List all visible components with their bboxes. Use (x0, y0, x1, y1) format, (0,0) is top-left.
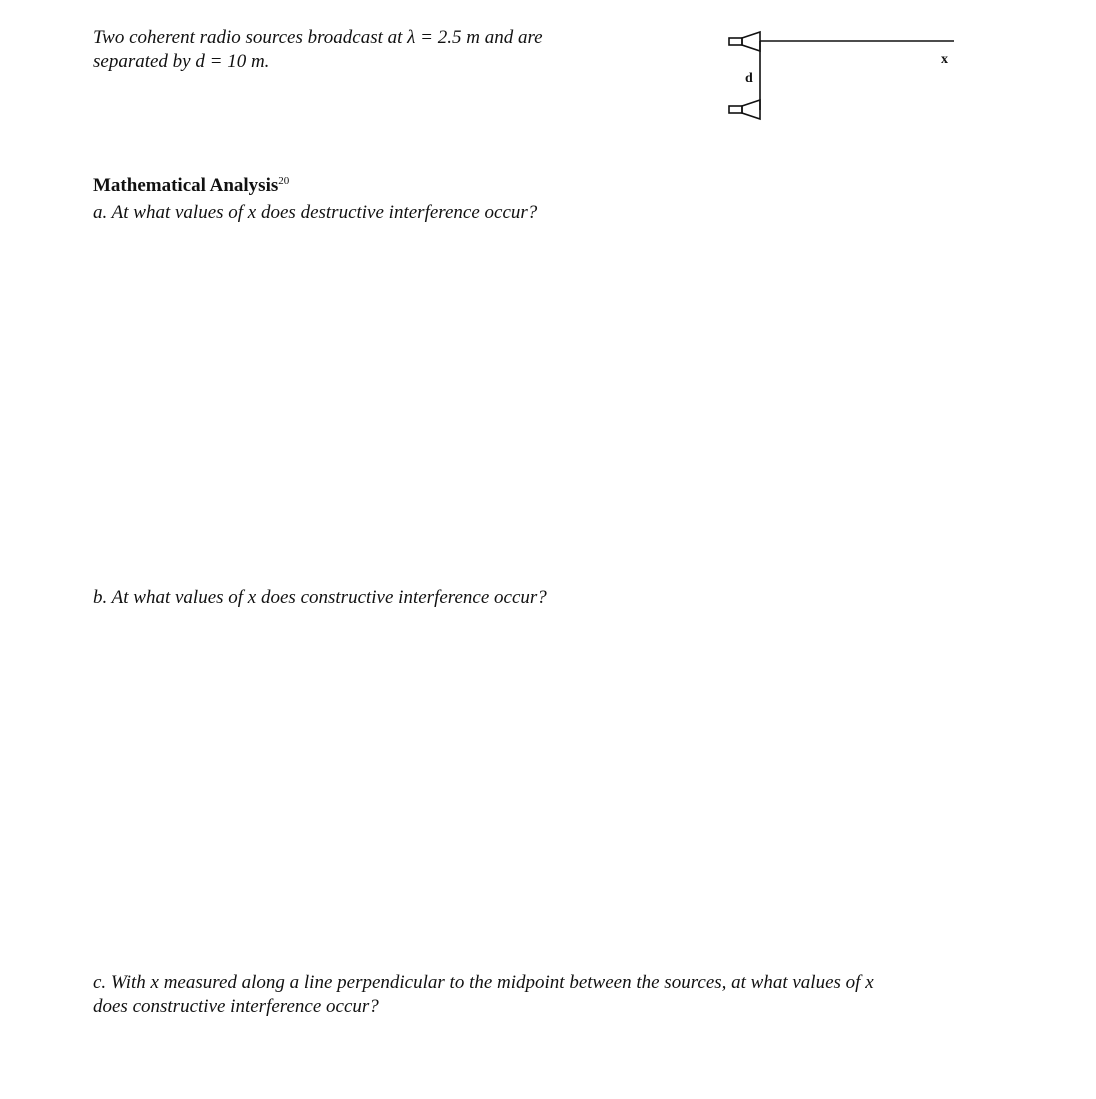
question-c-line-2: does constructive interference occur? (93, 996, 379, 1017)
section-title-text: Mathematical Analysis (93, 175, 279, 196)
section-title (93, 174, 289, 198)
question-c (93, 971, 993, 1019)
question-a (93, 201, 537, 225)
question-b (93, 586, 547, 610)
bottom-speaker-icon (729, 100, 760, 119)
problem-statement (93, 26, 633, 74)
question-a-text: a. At what values of x does destructive interference occur? (93, 202, 538, 223)
top-speaker-icon (729, 32, 760, 51)
problem-statement-line-1: Two coherent radio sources broadcast at λ = 2.5 m and are (93, 27, 543, 48)
footnote-marker: 20 (278, 175, 290, 187)
separation-label: d (745, 71, 753, 86)
question-c-line-1: c. With x measured along a line perpendicular to the midpoint between the sources, at what values of x (93, 972, 874, 993)
x-axis-label: x (941, 52, 948, 67)
question-b-text: b. At what values of x does constructive interference occur? (93, 587, 547, 608)
problem-statement-line-2: separated by d = 10 m. (93, 51, 270, 72)
two-source-diagram (722, 28, 962, 124)
